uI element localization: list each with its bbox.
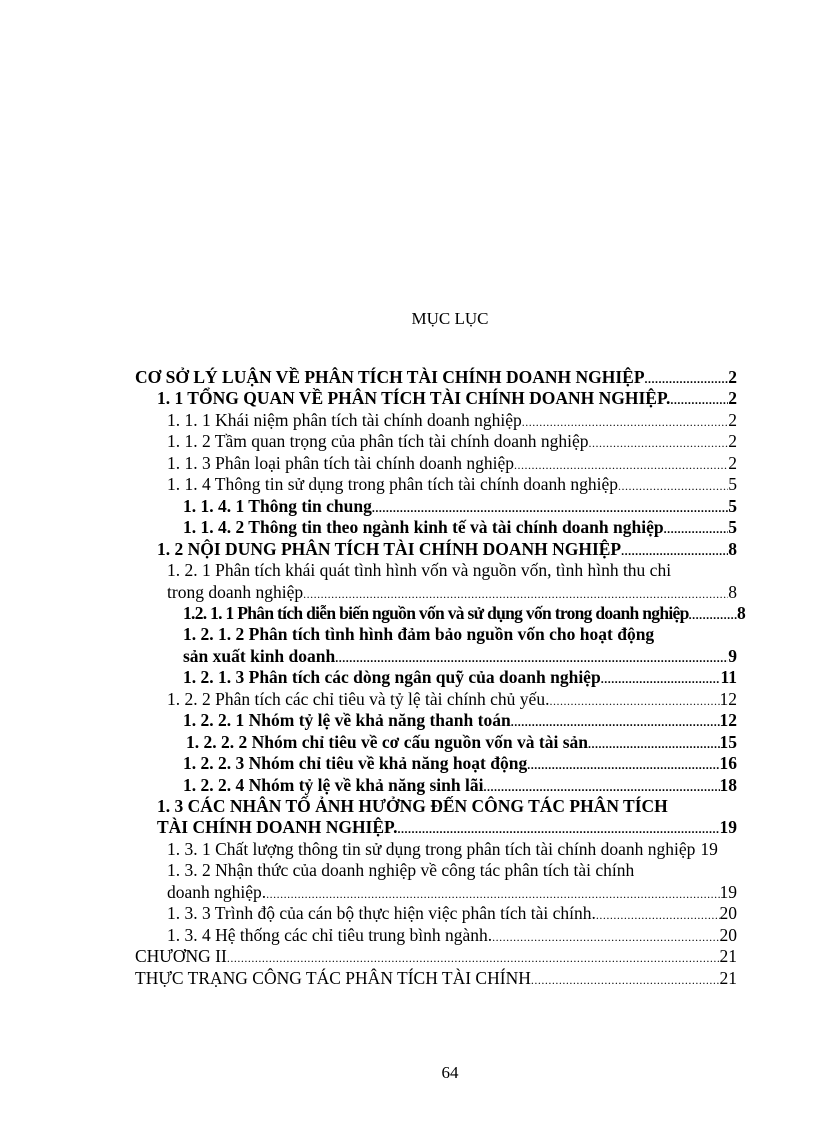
toc-entry-text: 1.2. 1. 1 Phân tích diễn biến nguồn vốn và sử dụng vốn trong doanh nghiệp [183, 602, 689, 623]
toc-entry-text: 1. 1. 4 Thông tin sử dụng trong phân tích tài chính doanh nghiệp [167, 474, 618, 495]
toc-entry-continuation [167, 882, 737, 903]
toc-entry[interactable] [167, 860, 737, 881]
toc-entry[interactable] [167, 453, 737, 474]
toc-page-number: 19 [719, 817, 737, 838]
toc-entry-continuation [167, 582, 737, 603]
toc-entry-text: 1. 2. 2. 3 Nhóm chỉ tiêu về khả năng hoạt động [183, 753, 528, 774]
page-number: 64 [441, 1063, 459, 1082]
dot-leader [398, 819, 720, 840]
toc-entry[interactable] [135, 968, 737, 989]
toc-entry-text: 1. 2. 1. 2 Phân tích tình hình đảm bảo nguồn vốn cho hoạt động [183, 624, 655, 645]
toc-entry-text: 1. 2. 2 Phân tích các chỉ tiêu và tỷ lệ tài chính chủ yếu. [167, 688, 550, 709]
toc-entry-text: 1. 1. 1 Khái niệm phân tích tài chính doanh nghiệp [167, 409, 522, 430]
dot-leader [689, 605, 737, 626]
toc-entry[interactable] [157, 539, 737, 560]
toc-entry[interactable] [167, 839, 752, 860]
toc-entry[interactable] [157, 388, 737, 409]
dot-leader [303, 584, 728, 605]
dot-leader [589, 433, 729, 454]
toc-page-number: 21 [719, 967, 737, 988]
toc-entry-text: 1. 1. 3 Phân loại phân tích tài chính doanh nghiệp [167, 452, 515, 473]
dot-leader [266, 884, 719, 905]
toc-page-number: 12 [719, 688, 737, 709]
toc-page-number: 21 [719, 946, 737, 967]
dot-leader [372, 498, 728, 519]
dot-leader [492, 927, 719, 948]
toc-entry[interactable] [167, 689, 737, 710]
toc-entry-text: 1. 1. 4. 1 Thông tin chung [183, 495, 372, 516]
toc-page-number: 8 [736, 602, 745, 623]
toc-page-number: 20 [719, 924, 737, 945]
toc-entry-text: 1. 2 NỘI DUNG PHÂN TÍCH TÀI CHÍNH DOANH NGHIỆP [157, 538, 622, 559]
toc-entry-text: 1. 2. 1 Phân tích khái quát tình hình vốn và nguồn vốn, tình hình thu chi [167, 560, 672, 581]
toc-entry-text: CHƯƠNG II [135, 946, 227, 967]
toc-page-number: 2 [728, 431, 737, 452]
toc-page-number: 2 [728, 367, 737, 387]
toc-entry[interactable] [167, 560, 737, 581]
toc-page-number: 8 [728, 538, 737, 559]
dot-leader [621, 541, 728, 562]
dot-leader [618, 476, 728, 497]
dot-leader [335, 648, 728, 669]
toc-entry-text: 1. 3 CÁC NHÂN TỐ ẢNH HƯỞNG ĐẾN CÔNG TÁC PHÂN TÍCH [157, 796, 668, 816]
toc-entry-text: 1. 2. 2. 2 Nhóm chỉ tiêu về cơ cấu nguồn vốn và tài sản [186, 731, 589, 752]
toc-entry-text: 1. 2. 2. 4 Nhóm tỷ lệ về khả năng sinh lãi [183, 774, 484, 795]
dot-leader [531, 970, 720, 991]
toc-entry[interactable] [186, 732, 737, 753]
toc-entry[interactable] [167, 474, 737, 495]
toc-entry-text: 1. 2. 2. 1 Nhóm tỷ lệ về khả năng thanh toán [183, 710, 511, 731]
toc-page-number: 19 [719, 881, 737, 902]
toc-page-number: 2 [728, 409, 737, 430]
toc-entry[interactable] [167, 410, 737, 431]
toc-entry[interactable] [135, 367, 737, 388]
toc-entry[interactable] [183, 496, 737, 517]
toc-page-number: 12 [719, 710, 737, 731]
toc-page-number: 2 [728, 452, 737, 473]
toc-entry-text: CƠ SỞ LÝ LUẬN VỀ PHÂN TÍCH TÀI CHÍNH DOANH NGHIỆP [135, 367, 645, 387]
dot-leader [522, 412, 728, 433]
dot-leader [527, 755, 719, 776]
dot-leader [549, 691, 719, 712]
toc-entry[interactable] [183, 775, 737, 796]
dot-leader [645, 369, 729, 390]
toc-page-number: 19 [700, 838, 718, 859]
toc-page-number: 16 [719, 753, 737, 774]
toc-entry[interactable] [183, 603, 745, 624]
toc-entry[interactable] [183, 624, 737, 645]
toc-entry-text: 1. 1. 2 Tầm quan trọng của phân tích tài chính doanh nghiệp [167, 431, 589, 452]
toc-entry-text: 1. 1 TỔNG QUAN VỀ PHÂN TÍCH TÀI CHÍNH DOANH NGHIỆP. [157, 388, 671, 409]
toc-entry-text: 1. 3. 2 Nhận thức của doanh nghiệp về công tác phân tích tài chính [167, 860, 635, 881]
toc-entry-text: 1. 3. 3 Trình độ của cán bộ thực hiện việc phân tích tài chính. [167, 903, 596, 924]
dot-leader [511, 712, 720, 733]
toc-page-number: 18 [719, 774, 737, 795]
toc-page-number: 5 [728, 517, 737, 538]
toc-title: MỤC LỤC [411, 309, 489, 328]
toc-page-number: 5 [728, 474, 737, 495]
dot-leader [596, 905, 720, 926]
toc-entry[interactable] [167, 925, 737, 946]
toc-entry[interactable] [183, 753, 737, 774]
toc-entry-continuation [157, 817, 737, 838]
toc-entry-text: 1. 1. 4. 2 Thông tin theo ngành kinh tế và tài chính doanh nghiệp [183, 517, 664, 538]
toc-page-number: 2 [728, 388, 737, 409]
dot-leader [588, 734, 719, 755]
toc-entry-text: sản xuất kinh doanh [183, 645, 336, 666]
toc-entry[interactable] [183, 710, 737, 731]
toc-page-number: 11 [720, 667, 737, 688]
toc-entry-text: doanh nghiệp. [167, 881, 267, 902]
toc-page-number: 5 [728, 495, 737, 516]
toc-entry-text: THỰC TRẠNG CÔNG TÁC PHÂN TÍCH TÀI CHÍNH [135, 967, 531, 988]
dot-leader [670, 390, 728, 411]
toc-entry[interactable] [167, 903, 737, 924]
toc-page-number: 9 [728, 645, 737, 666]
toc-entry-continuation [183, 646, 737, 667]
dot-leader [227, 948, 720, 969]
toc-page-number: 20 [719, 903, 737, 924]
toc-page-number: 15 [719, 731, 737, 752]
toc-entry[interactable] [167, 431, 737, 452]
toc-entry[interactable] [135, 946, 737, 967]
toc-entry-text: 1. 2. 1. 3 Phân tích các dòng ngân quỹ của doanh nghiệp [183, 667, 601, 688]
toc-entry-text: 1. 3. 1 Chất lượng thông tin sử dụng trong phân tích tài chính doanh nghiệp [167, 838, 696, 859]
toc-entry[interactable] [183, 517, 737, 538]
dot-leader [664, 519, 729, 540]
dot-leader [514, 455, 728, 476]
toc-entry-text: trong doanh nghiệp [167, 581, 304, 602]
toc-page-number: 8 [728, 581, 737, 602]
toc-entry-text: 1. 3. 4 Hệ thống các chỉ tiêu trung bình ngành. [167, 924, 493, 945]
toc-entry[interactable] [157, 796, 737, 817]
toc-entry[interactable] [183, 667, 737, 688]
dot-leader [601, 669, 721, 690]
toc-entry-text: TÀI CHÍNH DOANH NGHIỆP. [157, 817, 398, 838]
dot-leader [483, 777, 719, 798]
